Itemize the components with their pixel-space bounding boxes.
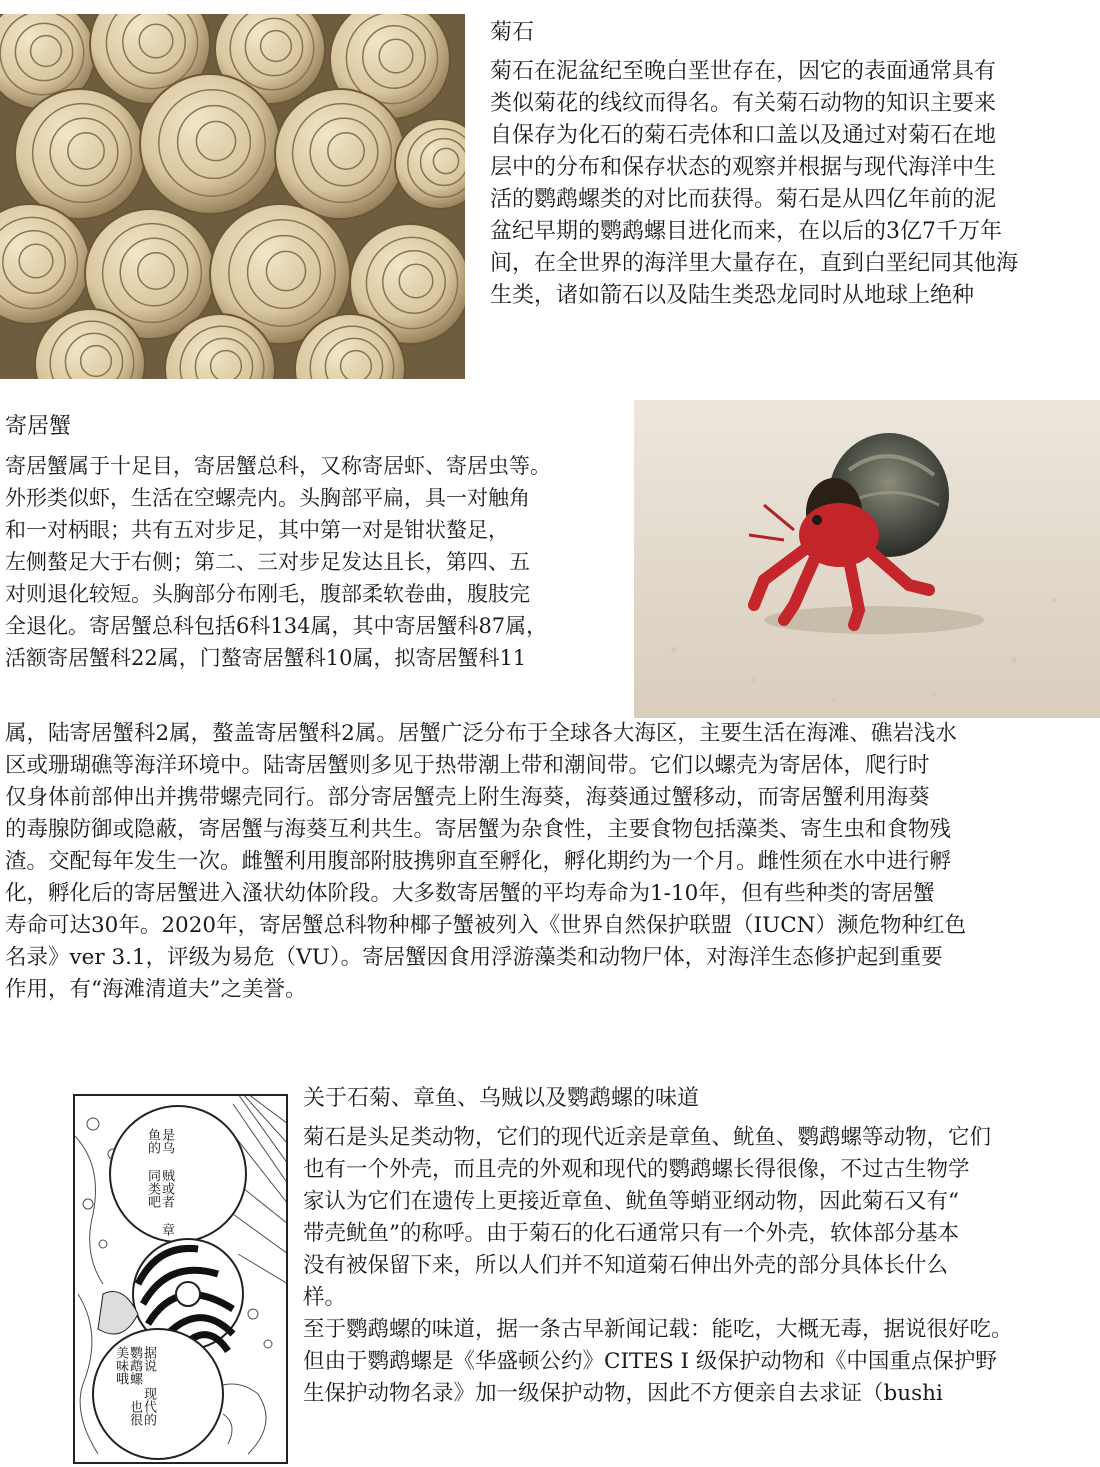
text-line: 家认为它们在遗传上更接近章鱼、鱿鱼等蛸亚纲动物，因此菊石又有“: [303, 1189, 959, 1214]
text-line: 生保护动物名录》加一级保护动物，因此不方便亲自去求证（bushi: [303, 1381, 943, 1406]
text-line: 类似菊花的线纹而得名。有关菊石动物的知识主要来: [490, 91, 997, 116]
text-line: 名录》ver 3.1，评级为易危（VU）。寄居蟹因食用浮游藻类和动物尸体，对海洋生态修护起到重要: [5, 945, 943, 970]
speech-bubble-2: [113, 1346, 155, 1446]
taste-title: 关于石菊、章鱼、乌贼以及鹦鹉螺的味道: [303, 1086, 700, 1111]
bubble-line: 贼或者: [159, 1169, 174, 1208]
bubble-line: 也很: [127, 1400, 142, 1426]
text-line: 没有被保留下来，所以人们并不知道菊石伸出外壳的部分具体长什么: [303, 1253, 949, 1278]
text-line: 间，在全世界的海洋里大量存在，直到白垩纪同其他海: [490, 251, 1019, 276]
text-line: 属，陆寄居蟹科2属，螯盖寄居蟹科2属。居蟹广泛分布于全球各大海区，主要生活在海滩、礁岩浅水: [5, 721, 957, 746]
text-line: 左侧螯足大于右侧；第二、三对步足发达且长，第四、五: [5, 550, 530, 574]
text-line: 化，孵化后的寄居蟹进入溞状幼体阶段。大多数寄居蟹的平均寿命为1-10年，但有些种类的寄居蟹: [5, 881, 935, 906]
ammonite-shell: [140, 74, 280, 214]
text-line: 菊石是头足类动物，它们的现代近亲是章鱼、鱿鱼、鹦鹉螺等动物，它们: [303, 1125, 992, 1150]
text-line: 层中的分布和保存状态的观察并根据与现代海洋中生: [490, 155, 997, 180]
ammonite-shell: [275, 89, 405, 219]
bubble-line: 同类吧: [145, 1169, 160, 1208]
ammonite-shell: [15, 89, 145, 219]
text-line: 区或珊瑚礁等海洋环境中。陆寄居蟹则多见于热带潮上带和潮间带。它们以螺壳为寄居体，爬行时: [5, 753, 930, 778]
text-line: 也有一个外壳，而且壳的外观和现代的鹦鹉螺长得很像，不过古生物学: [303, 1157, 970, 1182]
manga-artwork: [73, 1094, 288, 1464]
taste-paragraph: [303, 1122, 1013, 1410]
hermit-crab-photo: [634, 400, 1100, 718]
text-line: 带壳鱿鱼”的称呼。由于菊石的化石通常只有一个外壳，软体部分基本: [303, 1221, 959, 1246]
text-line: 生类，诸如箭石以及陆生类恐龙同时从地球上绝种: [490, 283, 975, 308]
text-line: 活的鹦鹉螺类的对比而获得。菊石是从四亿年前的泥: [490, 187, 997, 212]
text-line: 样。: [303, 1285, 347, 1310]
text-line: 仅身体前部伸出并携带螺壳同行。部分寄居蟹壳上附生海葵，海葵通过蟹移动，而寄居蟹利用海葵: [5, 785, 930, 810]
text-line: 自保存为化石的菊石壳体和口盖以及通过对菊石在地: [490, 123, 997, 148]
text-line: 至于鹦鹉螺的味道，据一条古早新闻记载：能吃，大概无毒，据说很好吃。: [303, 1317, 1013, 1342]
ammonite-fossils-image: [0, 14, 465, 379]
text-line: 作用，有“海滩清道夫”之美誉。: [5, 977, 307, 1002]
ammonite-fossils-photo: [0, 14, 465, 379]
text-line: 的毒腺防御或隐蔽，寄居蟹与海葵互利共生。寄居蟹为杂食性，主要食物包括藻类、寄生虫和食物残: [5, 817, 952, 842]
manga-illustration: [73, 1094, 288, 1464]
text-line: 和一对柄眼；共有五对步足，其中第一对是钳状螯足，: [5, 518, 509, 542]
text-line: 渣。交配每年发生一次。雌蟹利用腹部附肢携卵直至孵化，孵化期约为一个月。雌性须在水中进行孵: [5, 849, 952, 874]
bubble-line: 据说: [141, 1346, 156, 1372]
bubble-line: 鹦鹉螺: [127, 1346, 142, 1385]
text-line: 寿命可达30年。2020年，寄居蟹总科物种椰子蟹被列入《世界自然保护联盟（IUCN）濒危物种红色: [5, 913, 966, 938]
text-line: 活额寄居蟹科22属，门螯寄居蟹科10属，拟寄居蟹科11: [5, 646, 527, 670]
text-line: 全退化。寄居蟹总科包括6科134属，其中寄居蟹科87属，: [5, 614, 548, 638]
text-line: 盆纪早期的鹦鹉螺目进化而来，在以后的3亿7千万年: [490, 219, 1002, 244]
bubble-line: 现代的: [141, 1387, 156, 1426]
hermit-crab-title: 寄居蟹: [5, 414, 72, 439]
bubble-line: 是乌: [159, 1128, 174, 1154]
hermit-crab-paragraph-short: [5, 450, 551, 674]
ammonite-paragraph: [490, 56, 1018, 312]
hermit-crab-image: [634, 400, 1100, 718]
speech-bubble-1: [145, 1128, 173, 1238]
bubble-line: 章鱼的: [145, 1128, 174, 1236]
ammonite-title: 菊石: [490, 20, 535, 45]
text-line: 菊石在泥盆纪至晚白垩世存在，因它的表面通常具有: [490, 59, 997, 84]
hermit-crab-paragraph-full: [5, 718, 966, 1006]
text-line: 但由于鹦鹉螺是《华盛顿公约》CITES I 级保护动物和《中国重点保护野: [303, 1349, 997, 1374]
bubble-line: 美味哦: [113, 1346, 128, 1385]
text-line: 寄居蟹属于十足目，寄居蟹总科，又称寄居虾、寄居虫等。: [5, 454, 551, 478]
text-line: 对则退化较短。头胸部分布刚毛，腹部柔软卷曲，腹肢完: [5, 582, 530, 606]
text-line: 外形类似虾，生活在空螺壳内。头胸部平扁，具一对触角: [5, 486, 530, 510]
